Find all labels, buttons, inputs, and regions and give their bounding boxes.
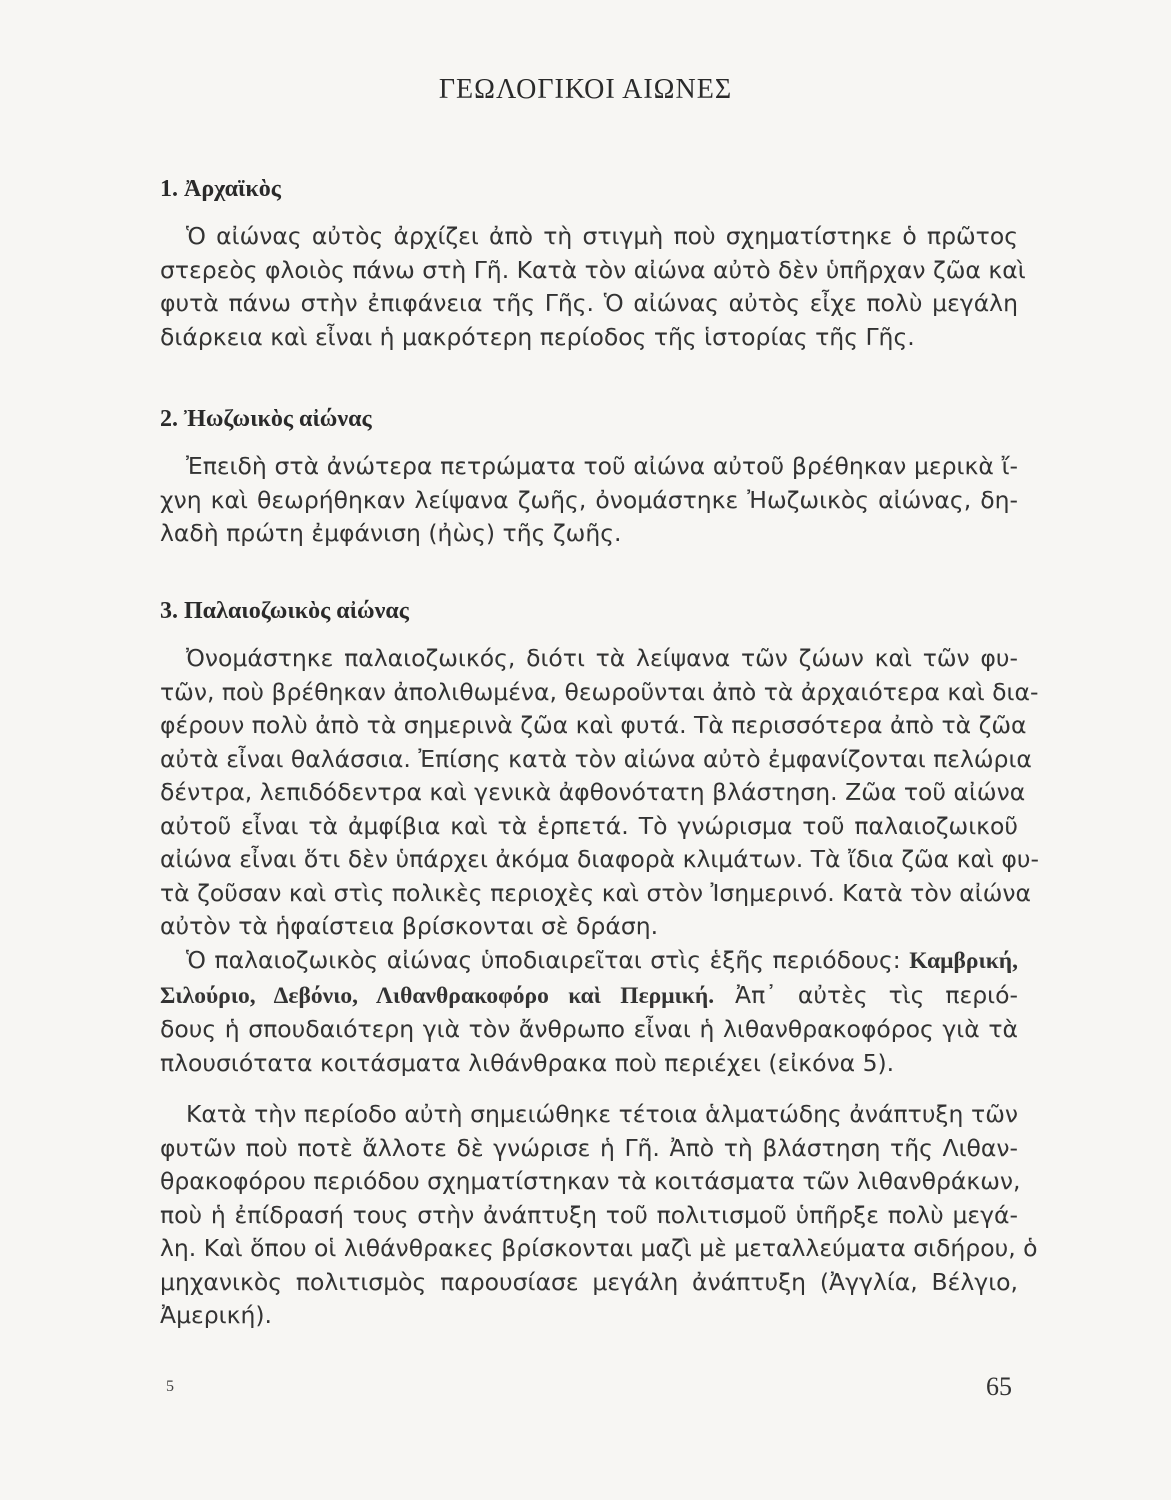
text-line: Ὁ αἰώνας αὐτὸς ἀρχίζει ἀπὸ τὴ στιγμὴ ποὺ σχηματίστηκε ὁ πρῶτος [186, 222, 1018, 250]
periods-paragraph [160, 944, 1018, 1080]
text-line: Ἐπειδὴ στὰ ἀνώτερα πετρώματα τοῦ αἰώνα αὐτοῦ βρέθηκαν μερικὰ ἴ- [186, 452, 1018, 480]
period-name-cambrian: Καμβρική, [909, 948, 1018, 974]
text-line [160, 944, 1018, 979]
carboniferous-paragraph [160, 1098, 1038, 1333]
text-line: δέντρα, λεπιδόδεντρα καὶ γενικὰ ἀφθονότατη βλάστηση. Ζῶα τοῦ αἰώνα [160, 778, 1026, 806]
section-paragraph-paleozoic [160, 642, 1039, 944]
text-line: στερεὸς φλοιὸς πάνω στὴ Γῆ. Κατὰ τὸν αἰώνα αὐτὸ δὲν ὑπῆρχαν ζῶα καὶ [160, 255, 1026, 284]
text-line: λαδὴ πρώτη ἐμφάνιση (ἠὼς) τῆς ζωῆς. [160, 519, 622, 547]
text-line: διάρκεια καὶ εἶναι ἡ μακρότερη περίοδος τῆς ἱστορίας τῆς Γῆς. [160, 322, 915, 351]
signature-mark: 5 [166, 1378, 174, 1395]
text-line: τὰ ζοῦσαν καὶ στὶς πολικὲς περιοχὲς καὶ στὸν Ἰσημερινό. Κατὰ τὸν αἰώνα [160, 878, 1032, 907]
text-line: αὐτοῦ εἶναι τὰ ἀμφίβια καὶ τὰ ἑρπετά. Τὸ γνώρισμα τοῦ παλαιοζωικοῦ [160, 811, 1018, 840]
section-paragraph-eozoic [160, 450, 1018, 551]
text-line: Ὀνομάστηκε παλαιοζωικός, διότι τὰ λείψανα τῶν ζώων καὶ τῶν φυ- [186, 644, 1018, 672]
period-names-list: Σιλούριο, Δεβόνιο, Λιθανθρακοφόρο καὶ Περμική. [160, 982, 715, 1009]
text-line: ποὺ ἡ ἐπίδρασή τους στὴν ἀνάπτυξη τοῦ πολιτισμοῦ ὑπῆρξε πολὺ μεγά- [160, 1200, 1018, 1229]
text-line: λη. Καὶ ὅπου οἱ λιθάνθρακες βρίσκονται μαζὶ μὲ μεταλλεύματα σιδήρου, ὁ [160, 1234, 1038, 1262]
text-line: πλουσιότατα κοιτάσματα λιθάνθρακα ποὺ περιέχει (εἰκόνα 5). [160, 1048, 895, 1077]
text-line: φυτῶν ποὺ ποτὲ ἄλλοτε δὲ γνώρισε ἡ Γῆ. Ἀπὸ τὴ βλάστηση τῆς Λιθαν- [160, 1133, 1018, 1162]
text-line: αὐτὸν τὰ ἡφαίστεια βρίσκονται σὲ δράση. [160, 912, 659, 940]
section-heading-archaic: 1. Ἀρχαϊκὸς [160, 176, 281, 202]
text-line: μηχανικὸς πολιτισμὸς παρουσίασε μεγάλη ἀνάπτυξη (Ἀγγλία, Βέλγιο, [160, 1267, 1018, 1296]
text-line: χνη καὶ θεωρήθηκαν λείψανα ζωῆς, ὀνομάστηκε Ἠωζωικὸς αἰώνας, δη- [160, 485, 1018, 514]
text-line: θρακοφόρου περιόδου σχηματίστηκαν τὰ κοιτάσματα τῶν λιθανθράκων, [160, 1167, 1021, 1195]
periods-intro-text: Ὁ παλαιοζωικὸς αἰώνας ὑποδιαιρεῖται στὶς ἑξῆς περιόδους: [186, 946, 910, 974]
text-line: φυτὰ πάνω στὴν ἐπιφάνεια τῆς Γῆς. Ὁ αἰώνας αὐτὸς εἶχε πολὺ μεγάλη [160, 289, 1018, 317]
section-heading-eozoic: 2. Ἠωζωικὸς αἰώνας [160, 406, 372, 432]
text-line: φέρουν πολὺ ἀπὸ τὰ σημερινὰ ζῶα καὶ φυτά. Τὰ περισσότερα ἀπὸ τὰ ζῶα [160, 711, 1027, 739]
section-heading-paleozoic: 3. Παλαιοζωικὸς αἰώνας [160, 598, 409, 624]
text-line: Ἀμερική). [160, 1301, 272, 1329]
text-line: δους ἡ σπουδαιότερη γιὰ τὸν ἄνθρωπο εἶναι ἡ λιθανθρακοφόρος γιὰ τὰ [160, 1015, 1018, 1043]
text-line: αὐτὰ εἶναι θαλάσσια. Ἐπίσης κατὰ τὸν αἰώνα αὐτὸ ἐμφανίζονται πελώρια [160, 744, 1032, 773]
text-line: Κατὰ τὴν περίοδο αὐτὴ σημειώθηκε τέτοια ἁλματώδης ἀνάπτυξη τῶν [186, 1100, 1018, 1128]
page-title: ΓΕΩΛΟΓΙΚΟΙ ΑΙΩΝΕΣ [438, 74, 733, 105]
section-paragraph-archaic [160, 220, 1026, 354]
text-line [160, 979, 1018, 1014]
text-line: αἰώνα εἶναι ὅτι δὲν ὑπάρχει ἀκόμα διαφορὰ κλιμάτων. Τὰ ἴδια ζῶα καὶ φυ- [160, 845, 1039, 873]
page-number: 65 [986, 1372, 1012, 1401]
periods-continuation-text: Ἀπ᾽ αὐτὲς τὶς περιό- [714, 980, 1018, 1009]
text-line: τῶν, ποὺ βρέθηκαν ἀπολιθωμένα, θεωροῦνται ἀπὸ τὰ ἀρχαιότερα καὶ δια- [160, 677, 1039, 706]
